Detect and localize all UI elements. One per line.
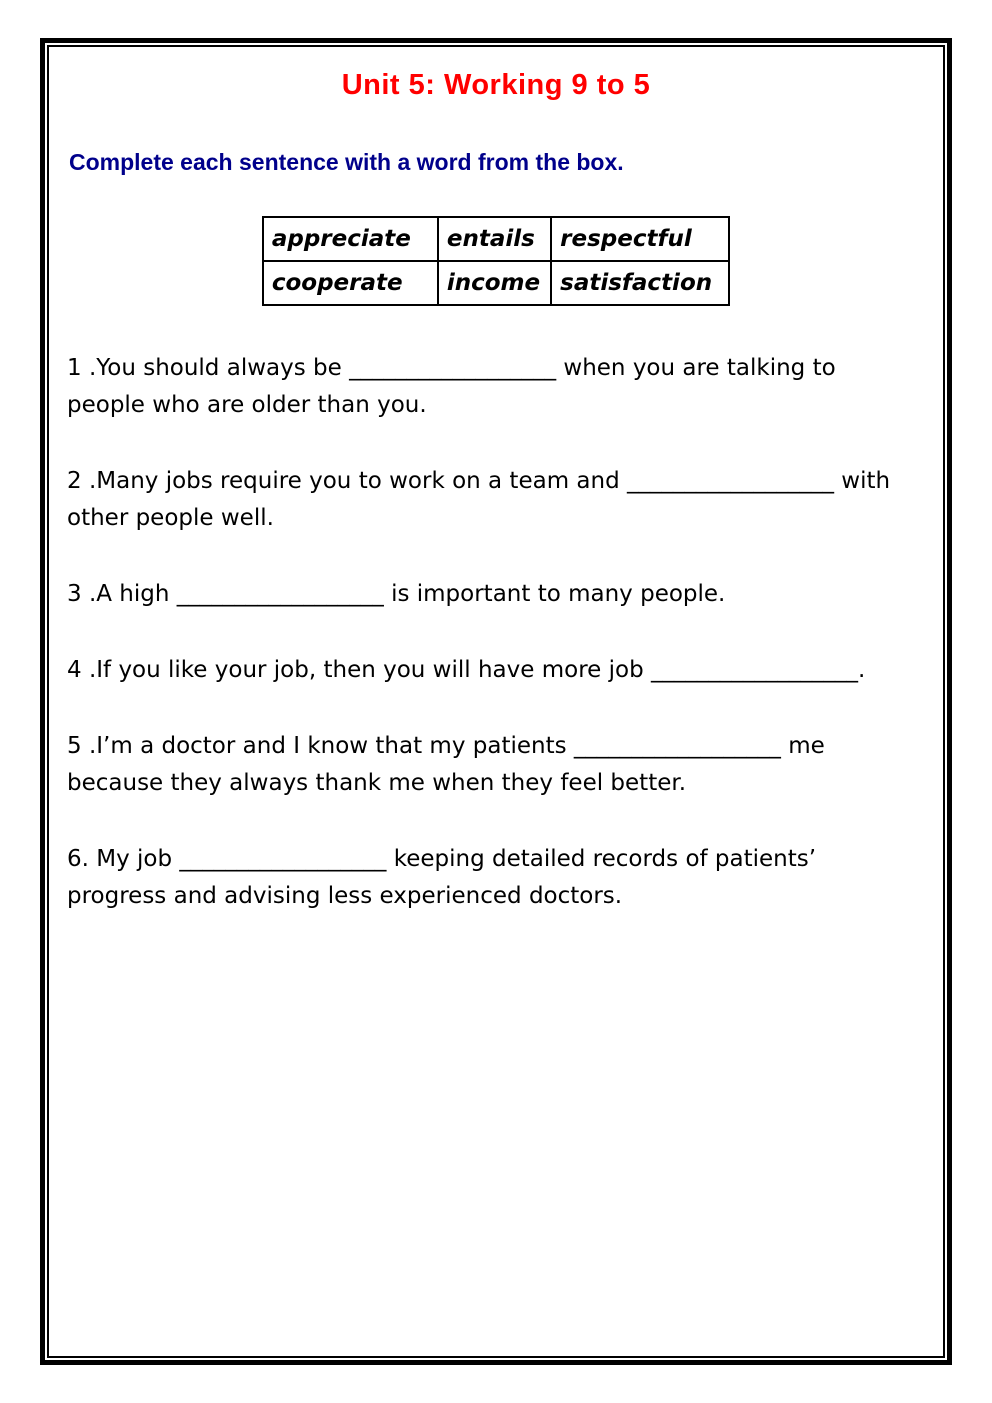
sentence-2: [67, 463, 925, 537]
sentence-5: [67, 728, 925, 802]
word-box-cell-respectful: respectful: [551, 217, 729, 261]
sentence-line: 1 .You should always be __________________ when you are talking to: [67, 355, 836, 381]
sentence-line: people who are older than you.: [67, 392, 427, 418]
sentence-line: other people well.: [67, 505, 274, 531]
sentence-line: progress and advising less experienced doctors.: [67, 883, 623, 909]
word-box: [262, 216, 730, 306]
sentence-4: [67, 652, 925, 689]
instruction-text: Complete each sentence with a word from the box.: [69, 149, 624, 175]
sentence-line: 2 .Many jobs require you to work on a team and __________________ with: [67, 468, 891, 494]
word-box-cell-satisfaction: satisfaction: [551, 261, 729, 305]
word-box-cell-income: income: [438, 261, 551, 305]
word-box-cell-appreciate: appreciate: [263, 217, 438, 261]
sentence-6: [67, 841, 925, 915]
worksheet-title: Unit 5: Working 9 to 5: [341, 69, 651, 101]
word-box-cell-entails: entails: [438, 217, 551, 261]
sentence-list: [67, 350, 925, 915]
worksheet-frame: [40, 38, 952, 1365]
word-box-row: [263, 217, 729, 261]
word-box-cell-cooperate: cooperate: [263, 261, 438, 305]
sentence-line: 3 .A high __________________ is important to many people.: [67, 581, 726, 607]
sentence-1: [67, 350, 925, 424]
sentence-line: 6. My job __________________ keeping detailed records of patients’: [67, 846, 817, 872]
word-box-row: [263, 261, 729, 305]
sentence-line: 5 .I’m a doctor and I know that my patients __________________ me: [67, 733, 825, 759]
sentence-line: 4 .If you like your job, then you will have more job __________________.: [67, 657, 866, 683]
sentence-3: [67, 576, 925, 613]
sentence-line: because they always thank me when they feel better.: [67, 770, 687, 796]
worksheet-frame-inner: [47, 45, 945, 1358]
